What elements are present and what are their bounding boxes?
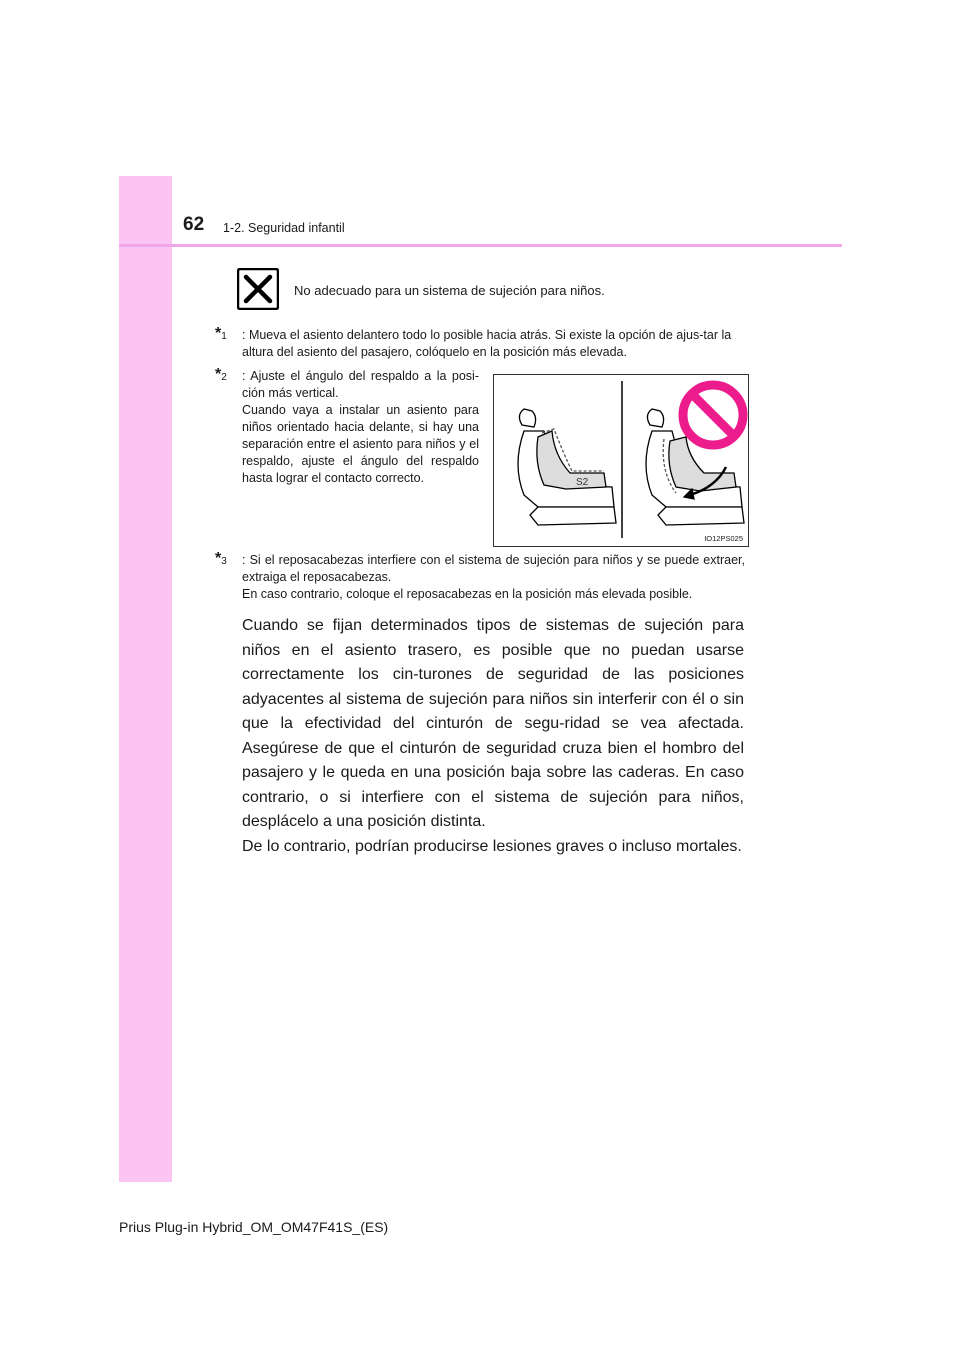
footnote-text-continued: En caso contrario, coloque el reposacabezas en la posición más elevada posible. (242, 587, 693, 601)
seat-figure (493, 374, 749, 547)
footnote-3 (215, 552, 745, 603)
footnote-text-continued: Cuando vaya a instalar un asiento para niños orientado hacia delante, si hay una separación entre el asiento para niños y el respaldo, ajuste el ángulo del respaldo hasta lograr el contacto correcto. (242, 403, 479, 485)
footnote-2 (215, 368, 479, 487)
footnote-mark: $*_2$ (215, 366, 227, 383)
page-number: 62 (183, 214, 205, 235)
legend-label: No adecuado para un sistema de sujeción para niños. (294, 283, 605, 298)
footer-document-id: Prius Plug-in Hybrid_OM_OM47F41S_(ES) (119, 1219, 389, 1235)
svg-text:S2: S2 (576, 477, 589, 488)
footnote-mark: $*_1$ (215, 325, 227, 342)
seat-correct (518, 409, 616, 525)
figure-code: IO12PS025 (704, 534, 743, 543)
prohibition-icon (683, 385, 743, 445)
x-box-icon (237, 268, 279, 310)
footnote-1 (215, 327, 745, 361)
header-rule (119, 244, 842, 247)
sidebar-tab (119, 176, 172, 1182)
body-paragraph: De lo contrario, podrían producirse lesiones graves o incluso mortales. (242, 837, 742, 855)
footnote-text: : Mueva el asiento delantero todo lo posible hacia atrás. Si existe la opción de ajus-tar la altura del asiento del pasajero, colóquelo en la posición más elevada. (242, 328, 732, 359)
footnote-text: : Ajuste el ángulo del respaldo a la posi-ción más vertical. (242, 369, 479, 400)
body-paragraph: Cuando se fijan determinados tipos de sistemas de sujeción para niños en el asiento trasero, es posible que no puedan usarse correctamente los cin-turones de seguridad de las posiciones adyacentes al sistema de sujeción para niños sin interferir con él o sin que la efectividad del cinturón de segu-ridad se vea afectada. Asegúrese de que el cinturón de seguridad cruza bien el hombro del pasajero y le queda en una posición baja sobre las caderas. En caso contrario, o si interfiere con el sistema de sujeción para niños, desplácelo a una posición distinta. (242, 617, 744, 830)
seat-illustration (494, 375, 748, 546)
footnote-text: : Si el reposacabezas interfiere con el sistema de sujeción para niños y se puede extraer, extraiga el reposacabezas. (242, 553, 745, 584)
footnote-mark: $*_3$ (215, 550, 227, 567)
section-title: 1-2. Seguridad infantil (223, 221, 345, 235)
body-text (242, 614, 744, 859)
